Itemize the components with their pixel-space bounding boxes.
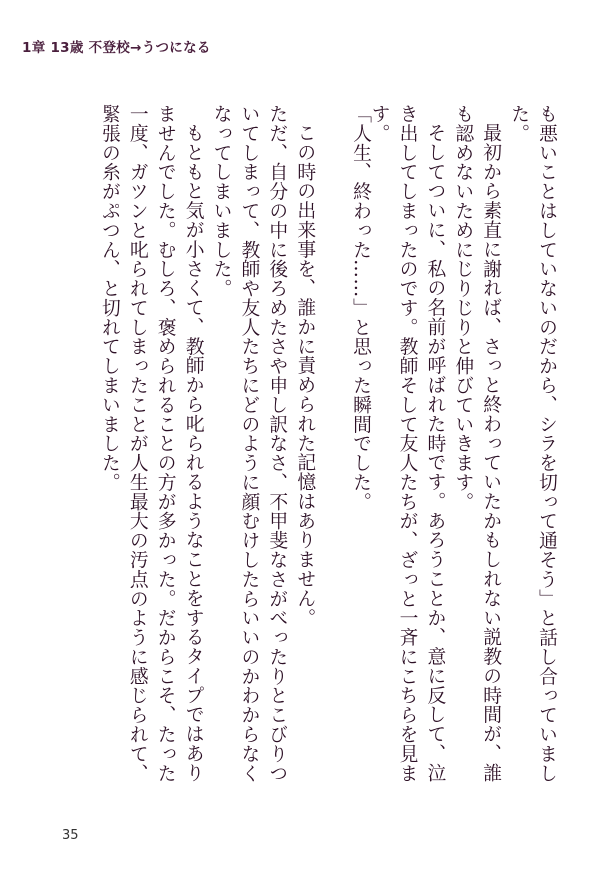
chapter-header: 1章 13歳 不登校→うつになる bbox=[22, 40, 211, 56]
page-number: 35 bbox=[62, 828, 79, 843]
paragraph: この時の出来事を、誰かに責められた記憶はありません。 bbox=[294, 122, 316, 627]
paragraph: ただ、自分の中に後ろめたさや申し訳なさ、不甲斐なさがべったりとこびりついてしまって、教師や友人たちにどのように顔むけしたらいいのかわからなくなってしまいました。 bbox=[210, 104, 288, 783]
paragraph: 最初から素直に謝れば、さっと終わっていたかもしれない説教の時間が、誰も認めないためにじりじりと伸びていきます。 bbox=[452, 104, 502, 783]
paragraph: も悪いことはしていないのだから、シラを切って通そう」と話し合っていました。 bbox=[508, 104, 557, 783]
paragraph: 「人生、終わった……」と思った瞬間でした。 bbox=[350, 104, 372, 512]
paragraph: もともと気が小さくて、教師から叱られるようなことをするタイプではありませんでした。むしろ、褒められることの方が多かった。だからこそ、たった一度、ガツンと叱られてしまったことが人生最大の汚点のように感じられて、緊張の糸がぷつん、と切れてしまいました。 bbox=[98, 104, 204, 783]
blank-line bbox=[318, 104, 346, 794]
paragraph: そしてついに、私の名前が呼ばれた時です。あろうことか、意に反して、泣き出してしまったのです。教師そして友人たちが、ざっと一斉にこちらを見ます。 bbox=[368, 104, 446, 783]
body-text bbox=[60, 104, 560, 794]
